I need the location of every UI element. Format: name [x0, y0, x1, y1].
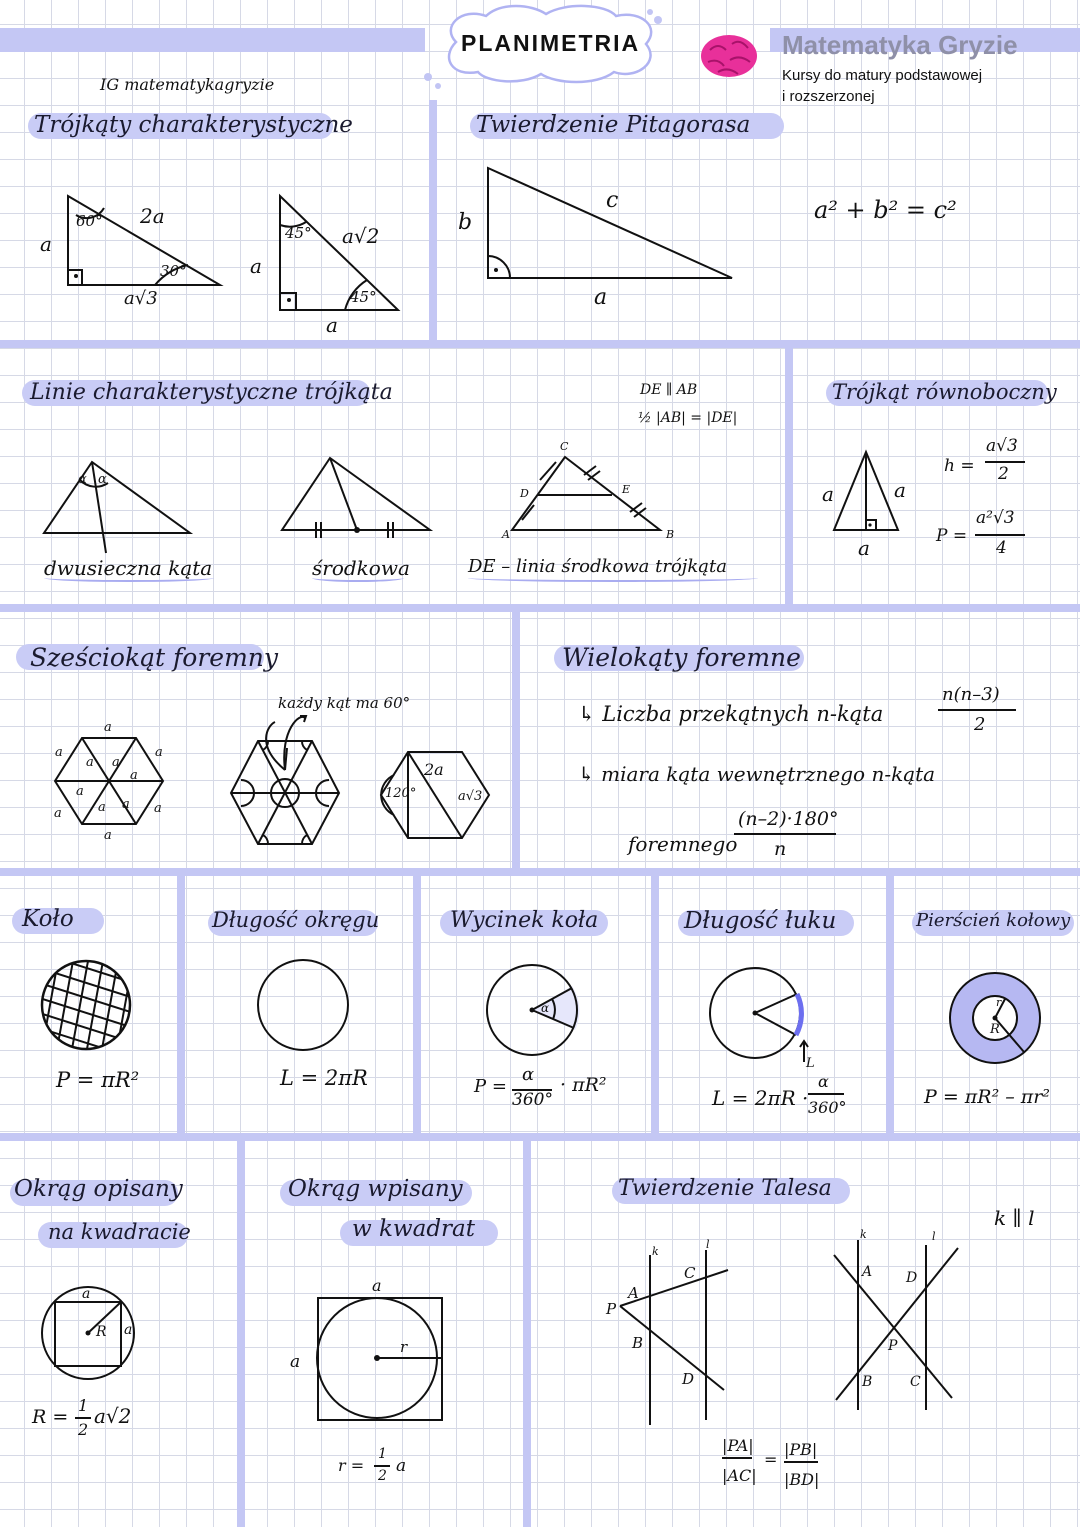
- eq-side-left: a: [822, 482, 834, 506]
- thales-P2: P: [888, 1338, 898, 1354]
- t1-base: a√3: [124, 288, 158, 309]
- polygons-line1: ↳ Liczba przekątnych n-kąta: [578, 702, 884, 726]
- thales-C2: C: [910, 1374, 921, 1390]
- thales-k2: k: [860, 1228, 867, 1241]
- polygons-line1-den: 2: [974, 714, 986, 735]
- thales-A2: A: [862, 1264, 873, 1280]
- pythagoras-heading: Twierdzenie Pitagorasa: [476, 112, 751, 138]
- hex-side: a: [55, 745, 63, 760]
- eq-h-den: 2: [998, 464, 1009, 484]
- thales-k: k: [652, 1245, 659, 1258]
- insc-side-top: a: [372, 1276, 382, 1295]
- thales-C: C: [684, 1264, 696, 1282]
- circ-R: R: [96, 1324, 107, 1340]
- t2-angle-bottom: 45°: [350, 288, 377, 306]
- lines-heading: Linie charakterystyczne trójkąta: [30, 380, 393, 405]
- thales-B: B: [632, 1334, 644, 1352]
- thales-l: l: [706, 1238, 710, 1251]
- insc-formula-r: a: [396, 1456, 407, 1476]
- thales-parallel: k ∥ l: [994, 1206, 1035, 1230]
- equilateral-heading: Trójkąt równoboczny: [832, 380, 1057, 404]
- ring-formula: P = πR² – πr²: [924, 1086, 1050, 1108]
- midline-cond-2: ½ |AB| = |DE|: [638, 410, 738, 426]
- polygons-line2-num: (n–2)·180°: [738, 808, 839, 830]
- hex-side: a: [155, 745, 163, 760]
- eq-h-label: h =: [944, 456, 975, 476]
- t1-angle-top: 60°: [76, 212, 103, 230]
- thales-den2: |BD|: [784, 1470, 820, 1489]
- median-label: środkowa: [312, 556, 410, 580]
- polygons-line2-den: n: [774, 838, 787, 860]
- inscribed-heading-2: w kwadrat: [352, 1216, 476, 1242]
- inscribed-heading-1: Okrąg wpisany: [288, 1176, 463, 1202]
- triangles-heading: Trójkąty charakterystyczne: [34, 112, 353, 138]
- hex-side: a: [76, 784, 84, 799]
- brand-name: Matematyka Gryzie: [782, 30, 1018, 60]
- pyth-c: c: [606, 188, 619, 213]
- hex-side: a: [98, 800, 106, 815]
- hex-side: a: [112, 755, 120, 770]
- midline-cond-1: DE ∥ AB: [640, 382, 698, 398]
- circumference-formula: L = 2πR: [280, 1066, 368, 1090]
- insc-formula-l: r =: [338, 1456, 365, 1475]
- circle-heading: Koło: [22, 906, 74, 932]
- bisector-label: dwusieczna kąta: [44, 556, 213, 580]
- polygons-line1-num: n(n–3): [942, 684, 1000, 705]
- hex-side: a: [130, 768, 138, 783]
- vertex-e: E: [622, 483, 631, 496]
- t2-hyp: a√2: [342, 224, 380, 248]
- sector-tail: · πR²: [560, 1074, 607, 1096]
- circle-formula: P = πR²: [56, 1068, 140, 1092]
- t1-angle-bottom: 30°: [160, 262, 187, 280]
- arc-heading: Długość łuku: [684, 908, 837, 934]
- sector-alpha: α: [541, 1001, 550, 1015]
- thales-num1: |PA|: [722, 1436, 754, 1455]
- insc-formula-num: 1: [378, 1446, 387, 1462]
- thales-A: A: [628, 1284, 639, 1302]
- brand-sub-2: i rozszerzonej: [782, 88, 875, 105]
- thales-D2: D: [906, 1270, 918, 1286]
- sector-p: P =: [474, 1076, 507, 1097]
- eq-p-label: P =: [936, 526, 968, 546]
- insc-formula-den: 2: [378, 1468, 387, 1484]
- pyth-formula: a² + b² = c²: [814, 196, 957, 224]
- thales-num2: |PB|: [784, 1440, 818, 1459]
- eq-h-num: a√3: [986, 436, 1018, 456]
- vertex-b: B: [666, 528, 675, 541]
- vertex-c: C: [560, 440, 569, 453]
- eq-p-den: 4: [996, 538, 1007, 558]
- hex-diag-2a: 2a: [424, 760, 444, 779]
- sector-num: α: [522, 1064, 535, 1085]
- thales-heading: Twierdzenie Talesa: [618, 1176, 832, 1201]
- arc-arrow-label: L: [806, 1056, 815, 1071]
- hexagon-note: każdy kąt ma 60°: [278, 694, 411, 712]
- thales-l2: l: [932, 1230, 936, 1243]
- circ-side-top: a: [82, 1286, 91, 1302]
- circ-formula-den: 2: [78, 1420, 89, 1439]
- ring-r: r: [996, 996, 1002, 1009]
- hex-side: a: [54, 806, 62, 821]
- bisector-alpha-1: α: [78, 472, 87, 487]
- hex-side: a: [86, 755, 94, 770]
- circ-formula-l: R =: [32, 1406, 69, 1428]
- t2-base: a: [326, 313, 338, 337]
- thales-P: P: [606, 1300, 617, 1318]
- arc-num: α: [818, 1072, 829, 1091]
- pyth-a: a: [594, 285, 608, 310]
- t1-hyp: 2a: [140, 204, 165, 228]
- arc-l: L = 2πR ·: [712, 1086, 809, 1110]
- hex-side: a: [104, 828, 112, 843]
- hex-angle-120: 120°: [385, 786, 417, 801]
- midline-label: DE – linia środkowa trójkąta: [468, 556, 727, 577]
- insc-r: r: [400, 1338, 408, 1356]
- eq-p-num: a²√3: [976, 508, 1015, 528]
- thales-B2: B: [862, 1374, 873, 1390]
- circumference-heading: Długość okręgu: [212, 908, 380, 932]
- vertex-d: D: [520, 487, 529, 500]
- hex-side: a: [104, 720, 112, 735]
- eq-side-bottom: a: [858, 536, 870, 560]
- circ-formula-r: a√2: [94, 1404, 132, 1428]
- t2-angle-top: 45°: [285, 224, 312, 242]
- pyth-b: b: [458, 210, 473, 235]
- polygons-heading: Wielokąty foremne: [562, 643, 801, 672]
- eq-side-right: a: [894, 478, 906, 502]
- polygons-line2: ↳ miara kąta wewnętrznego n-kąta: [578, 762, 936, 786]
- vertex-a: A: [502, 528, 510, 541]
- sector-heading: Wycinek koła: [450, 908, 599, 933]
- t2-leg: a: [250, 254, 262, 278]
- sector-den: 360°: [512, 1090, 553, 1110]
- hex-side: a: [122, 797, 130, 812]
- ring-heading: Pierścień kołowy: [916, 910, 1071, 931]
- brand-sub-1: Kursy do matury podstawowej: [782, 67, 983, 84]
- circ-formula-num: 1: [78, 1396, 89, 1415]
- arc-den: 360°: [808, 1098, 847, 1117]
- bisector-alpha-2: α: [98, 472, 107, 487]
- thales-eq: =: [764, 1450, 778, 1469]
- polygons-line2b: foremnego: [628, 832, 738, 856]
- hex-side: a: [154, 801, 162, 816]
- thales-D: D: [682, 1370, 695, 1388]
- circ-side-right: a: [124, 1322, 133, 1338]
- hex-diag-a3: a√3: [458, 789, 483, 804]
- thales-den1: |AC|: [722, 1466, 757, 1485]
- circumscribed-heading-1: Okrąg opisany: [14, 1176, 183, 1202]
- ig-handle: IG matematykagryzie: [100, 75, 275, 94]
- ring-R: R: [990, 1022, 1000, 1037]
- hexagon-heading: Sześciokąt foremny: [30, 643, 278, 672]
- insc-side-left: a: [290, 1352, 301, 1372]
- t1-leg: a: [40, 232, 52, 256]
- page-title: PLANIMETRIA: [461, 30, 641, 56]
- circumscribed-heading-2: na kwadracie: [48, 1220, 191, 1244]
